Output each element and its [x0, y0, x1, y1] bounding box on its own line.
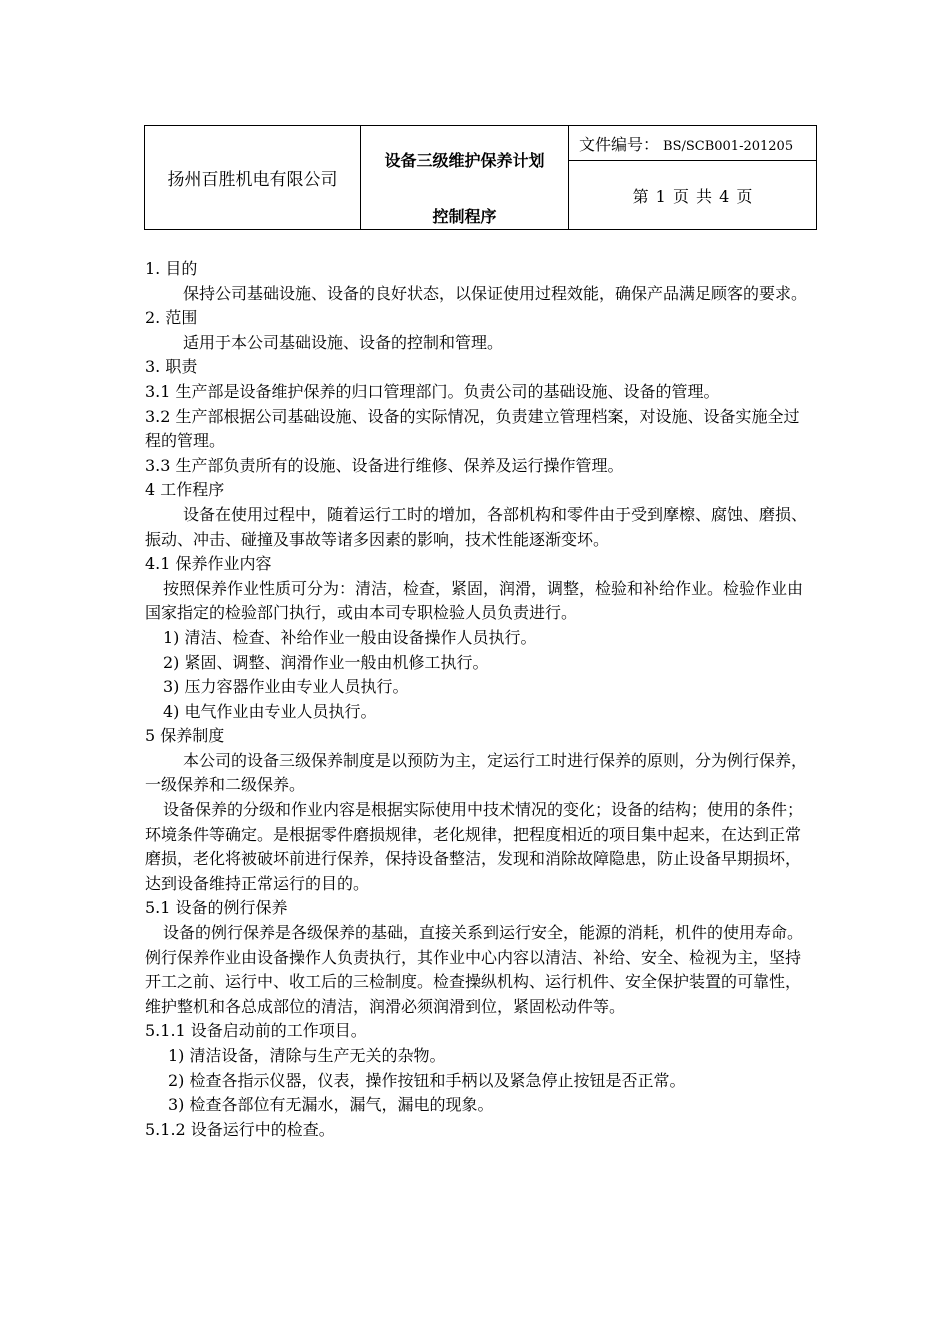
paragraph: 设备的例行保养是各级保养的基础，直接关系到运行安全，能源的消耗，机件的使用寿命。例行保养作业由设备操作人负责执行，其作业中心内容以清洁、补给、安全、检视为主，坚持开工之前、运行中、收工后的三检制度。检查操纵机构、运行机件、安全保护装置的可靠性，维护整机和各总成部位的清洁，润滑必须润滑到位，紧固松动件等。: [145, 923, 804, 1016]
company-name: 扬州百胜机电有限公司: [145, 126, 361, 230]
paragraph: 2) 检查各指示仪器，仪表，操作按钮和手柄以及紧急停止按钮是否正常。: [168, 1070, 686, 1090]
page-info: 第 1 页 共 4 页: [569, 161, 817, 230]
paragraph: 5 保养制度: [145, 726, 225, 746]
document-body: [145, 257, 810, 1142]
paragraph: 2) 紧固、调整、润滑作业一般由机修工执行。: [163, 652, 489, 672]
paragraph: 4) 电气作业由专业人员执行。: [163, 701, 377, 721]
document-header-table: [144, 125, 817, 230]
paragraph: 设备在使用过程中，随着运行工时的增加，各部机构和零件由于受到摩檫、腐蚀、磨损、振动、冲击、碰撞及事故等诸多因素的影响，技术性能逐渐变坏。: [145, 504, 808, 549]
paragraph: 2. 范围: [145, 308, 198, 328]
paragraph: 设备保养的分级和作业内容是根据实际使用中技术情况的变化；设备的结构；使用的条件；环境条件等确定。是根据零件磨损规律，老化规律，把程度相近的项目集中起来，在达到正常磨损，老化将被破坏前进行保养，保持设备整洁，发现和消除故障隐患，防止设备早期损坏，达到设备维持正常运行的目的。: [145, 800, 804, 893]
paragraph: 3.1 生产部是设备维护保养的归口管理部门。负责公司的基础设施、设备的管理。: [145, 381, 720, 401]
paragraph: 5.1 设备的例行保养: [145, 898, 288, 918]
paragraph: 5.1.2 设备运行中的检查。: [145, 1119, 335, 1139]
paragraph: 4 工作程序: [145, 480, 225, 500]
document-title: [361, 126, 569, 230]
paragraph: 本公司的设备三级保养制度是以预防为主，定运行工时进行保养的原则，分为例行保养，一级保养和二级保养。: [145, 750, 808, 795]
paragraph: 4.1 保养作业内容: [145, 554, 272, 574]
document-title-line1: 设备三级维护保养计划: [384, 151, 545, 170]
paragraph: 1) 清洁设备，清除与生产无关的杂物。: [168, 1046, 446, 1065]
document-title-line2: 控制程序: [432, 207, 497, 226]
paragraph: 3) 压力容器作业由专业人员执行。: [163, 677, 409, 697]
paragraph: 3.3 生产部负责所有的设施、设备进行维修、保养及运行操作管理。: [145, 455, 624, 475]
paragraph: 保持公司基础设施、设备的良好状态，以保证使用过程效能，确保产品满足顾客的要求。: [183, 283, 808, 303]
paragraph: 3.2 生产部根据公司基础设施、设备的实际情况，负责建立管理档案，对设施、设备实施全过程的管理。: [145, 406, 800, 451]
paragraph: 1. 目的: [145, 259, 198, 278]
paragraph: 3) 检查各部位有无漏水，漏气，漏电的现象。: [168, 1095, 494, 1115]
paragraph: 适用于本公司基础设施、设备的控制和管理。: [183, 332, 504, 352]
document-number: BS/SCB001-201205: [663, 138, 794, 154]
document-number-label: 文件编号：: [579, 134, 660, 154]
paragraph: 1) 清洁、检查、补给作业一般由设备操作人员执行。: [163, 627, 537, 647]
document-number-cell: [569, 126, 817, 161]
paragraph: 3. 职责: [145, 357, 198, 377]
paragraph: 按照保养作业性质可分为：清洁，检查，紧固，润滑，调整，检验和补给作业。检验作业由国家指定的检验部门执行，或由本司专职检验人员负责进行。: [145, 578, 804, 623]
paragraph: 5.1.1 设备启动前的工作项目。: [145, 1021, 367, 1041]
